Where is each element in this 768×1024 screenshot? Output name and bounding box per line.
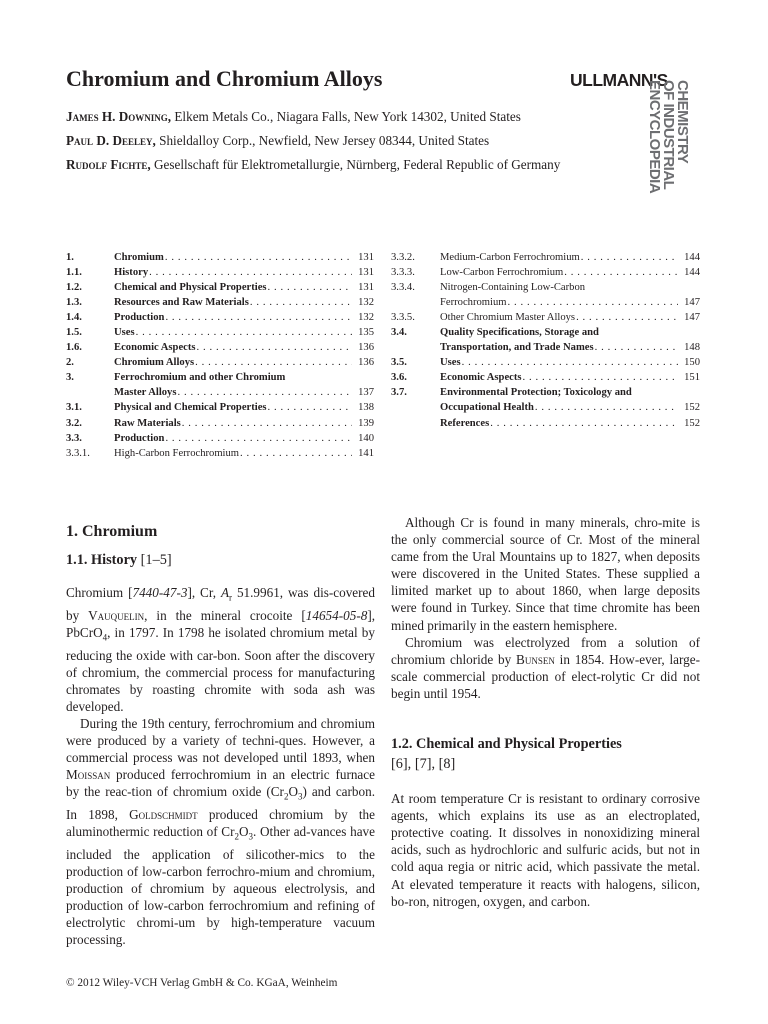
toc-entry-title: Nitrogen-Containing Low-Carbon	[440, 282, 586, 294]
toc-leader-dots	[181, 416, 352, 431]
toc-entry-number	[66, 385, 114, 400]
toc-entry-number: 3.6.	[391, 372, 407, 384]
toc-entry[interactable]	[391, 355, 700, 370]
logo-line-1: ENCYCLOPEDIA	[646, 80, 663, 194]
toc-leader-dots	[267, 400, 352, 415]
paragraph: At room temperature Cr is resistant to ordinary corrosive agents, which explains its use as an electroplated, protective coating. It dissolves in nonoxidizing mineral acids, such as hydrochloric and sulfuric acids, but not in cold aqua regia or nitric acid, which passivate the metal. At elevated temperature it reacts with halogens, silicon, bo-ron, nitrogen, oxygen, and carbon.	[391, 791, 700, 909]
paragraph: During the 19th century, ferrochromium and chromium were produced by a variety of techni-ques. However, a commercial process was not developed until 1893, when Moissan produced ferrochromium in an electric furnace by the reac-tion of chromium oxide $(Cr_2O_3)$ and carbon. In 1898, Goldschmidt produced chromium by the aluminothermic reduction of $Cr_2O_3$. Other ad-vances have included the application of silicother-mics to the production of low-carbon ferrochro-mium and chromium, production of chromium by aqueous electrolysis, and production of low-carbon ferrochromium and refining of electrolytic chromi-um by high-temperature vacuum processing.	[66, 715, 375, 948]
toc-entry-number: 3.3.	[66, 432, 82, 444]
toc-entry-title: Chromium	[114, 252, 164, 263]
author-2: Paul D. Deeley, Shieldalloy Corp., Newfield, New Jersey 08344, United States	[66, 133, 490, 148]
toc-entry[interactable]	[391, 340, 700, 355]
toc-entry-page: 131	[358, 282, 374, 294]
toc-entry[interactable]	[66, 265, 374, 280]
toc-entry-page: 147	[684, 297, 700, 309]
toc-leader-dots	[249, 295, 352, 310]
toc-entry-title: Uses	[114, 327, 135, 339]
toc-entry[interactable]	[391, 280, 700, 295]
toc-entry-title: Quality Specifications, Storage and	[440, 327, 599, 339]
column-left	[66, 512, 375, 948]
logo-line-2: OF INDUSTRIAL	[660, 80, 677, 190]
toc-entry-title: Ferrochromium and other Chromium	[114, 372, 286, 384]
logo-brand: ULLMANN'S	[570, 70, 668, 90]
toc-leader-dots	[563, 265, 678, 280]
toc-entry-number: 3.5.	[391, 357, 407, 369]
toc-entry-title: References	[440, 417, 490, 429]
toc-leader-dots	[594, 340, 678, 355]
toc-leader-dots	[580, 250, 678, 265]
toc-entry-number: 1.2.	[66, 282, 82, 294]
toc-leader-dots	[575, 310, 678, 325]
toc-entry[interactable]	[66, 431, 374, 446]
toc-entry[interactable]	[66, 295, 374, 310]
toc-entry-title: Occupational Health	[440, 402, 534, 414]
toc-entry-page: 132	[358, 297, 374, 309]
toc-entry-title: Other Chromium Master Alloys	[440, 312, 576, 324]
copyright-footer: © 2012 Wiley-VCH Verlag GmbH & Co. KGaA, Weinheim	[66, 977, 338, 989]
toc-entry-page: 152	[684, 417, 700, 429]
toc-entry-page: 131	[358, 267, 374, 279]
toc-leader-dots	[194, 355, 352, 370]
toc-leader-dots	[239, 446, 352, 461]
toc-entry-number: 3.7.	[391, 387, 407, 399]
toc-entry-title: Low-Carbon Ferrochromium	[440, 267, 564, 279]
toc-right	[391, 250, 700, 431]
toc-entry-page: 135	[358, 327, 374, 339]
page-title: Chromium and Chromium Alloys	[66, 66, 383, 91]
author-1: James H. Downing, Elkem Metals Co., Niagara Falls, New York 14302, United States	[66, 109, 521, 124]
toc-entry-page: 136	[358, 342, 374, 354]
toc-entry-number	[391, 340, 440, 355]
toc-entry[interactable]	[66, 385, 374, 400]
toc-entry-title: Resources and Raw Materials	[114, 297, 249, 309]
toc-entry-title: Production	[114, 432, 165, 444]
toc-leader-dots	[196, 340, 352, 355]
toc-entry-title: Economic Aspects	[114, 342, 196, 354]
toc-entry-title: Transportation, and Trade Names	[440, 342, 594, 354]
logo-line-3: CHEMISTRY	[674, 80, 691, 164]
toc-entry[interactable]	[66, 370, 374, 385]
toc-leader-dots	[489, 416, 678, 431]
ullmanns-logo	[570, 70, 690, 202]
toc-leader-dots	[507, 295, 679, 310]
toc-entry-page: 151	[684, 372, 700, 384]
paragraph: Chromium [7440-47-3], Cr, $A_r$ 51.9961, was dis-covered by Vauquelin, in the mineral crocoite [14654-05-8], PbCrO$_4$, in 1797. In 1798 he isolated chromium metal by reducing the oxide with car-bon. Soon after the discovery of chromium, the commercial process for manufacturing chromates by roasting chromite with soda ash was developed.	[66, 585, 376, 714]
toc-leader-dots	[164, 310, 352, 325]
toc-entry-number: 3.3.1.	[66, 447, 90, 459]
paragraph: Although Cr is found in many minerals, chro-mite is the only commercial source of Cr. Most of the mineral came from the Ural Mountains up to 1827, when deposits were discovered in the United States. These supplied a limited market up to about 1860, when large deposits were found in Turkey. Since that time chromite has been mined primarily in the eastern hemisphere.	[391, 515, 700, 633]
toc-entry-page: 150	[684, 357, 700, 369]
toc-entry-page: 131	[358, 252, 374, 263]
toc-leader-dots	[522, 370, 678, 385]
toc-entry-title: High-Carbon Ferrochromium	[114, 447, 240, 459]
toc-entry[interactable]	[391, 416, 700, 431]
toc-entry-page: 136	[358, 357, 374, 369]
toc-entry-page: 137	[358, 387, 374, 399]
toc-entry-number: 1.	[66, 252, 74, 263]
toc-entry-number: 1.3.	[66, 297, 82, 309]
toc-entry[interactable]	[391, 265, 700, 280]
toc-entry-number: 1.6.	[66, 342, 82, 354]
toc-entry-page: 147	[684, 312, 700, 324]
toc-leader-dots	[176, 385, 352, 400]
toc-entry-number: 3.	[66, 372, 74, 384]
toc-entry-number	[391, 400, 440, 415]
paragraph: Chromium was electrolyzed from a solution of chromium chloride by Bunsen in 1854. How-ever, large-scale commercial production of elect-rolytic Cr did not begin until 1954.	[391, 634, 700, 701]
toc-entry[interactable]	[391, 295, 700, 310]
toc-leader-dots	[164, 250, 352, 265]
toc-entry-title: Uses	[440, 357, 461, 369]
toc-entry-number: 3.1.	[66, 402, 82, 414]
toc-entry[interactable]	[391, 385, 700, 400]
toc-entry-number: 3.2.	[66, 417, 82, 429]
toc-entry-page: 152	[684, 402, 700, 414]
toc-entry-page: 144	[684, 252, 700, 263]
toc-leader-dots	[148, 265, 352, 280]
column-right	[391, 514, 700, 910]
toc-entry-number: 1.1.	[66, 267, 82, 279]
toc-entry-title: Environmental Protection; Toxicology and	[440, 387, 632, 399]
toc-leader-dots	[164, 431, 352, 446]
toc-entry-title: Medium-Carbon Ferrochromium	[440, 252, 580, 263]
toc-entry-title: Chromium Alloys	[114, 357, 195, 369]
toc-entry-number	[391, 295, 440, 310]
toc-entry-number: 3.3.5.	[391, 312, 415, 324]
toc-entry[interactable]	[66, 280, 374, 295]
toc-leader-dots	[267, 280, 352, 295]
toc-entry-page: 132	[358, 312, 374, 324]
toc-entry-page: 139	[358, 417, 374, 429]
toc-entry[interactable]	[391, 250, 700, 265]
toc-entry-title: History	[114, 267, 149, 279]
toc-entry[interactable]	[66, 416, 374, 431]
toc-entry-page: 148	[684, 342, 700, 354]
author-3: Rudolf Fichte, Gesellschaft für Elektrometallurgie, Nürnberg, Federal Republic of Germany	[66, 157, 561, 172]
toc-entry[interactable]	[66, 446, 374, 461]
toc-leader-dots	[534, 400, 678, 415]
toc-entry[interactable]	[391, 370, 700, 385]
toc-entry[interactable]	[66, 325, 374, 340]
subsection-heading: 1.2. Chemical and Physical Properties [6], [7], [8]	[391, 736, 622, 773]
subsection-heading: 1.1. History [1–5]	[66, 552, 172, 568]
section-heading: 1. Chromium	[66, 523, 158, 540]
toc-entry-title: Ferrochromium	[440, 297, 507, 309]
toc-entry-page: 140	[358, 432, 374, 444]
toc-entry[interactable]	[66, 340, 374, 355]
toc-leader-dots	[135, 325, 352, 340]
toc-entry-number: 1.5.	[66, 327, 82, 339]
toc-leader-dots	[461, 355, 678, 370]
toc-entry-page: 144	[684, 267, 700, 279]
toc-entry-title: Production	[114, 312, 165, 324]
toc-entry-title: Raw Materials	[114, 417, 181, 429]
toc-left	[66, 250, 374, 461]
toc-entry[interactable]	[391, 325, 700, 340]
toc-entry[interactable]	[66, 355, 374, 370]
toc-entry-title: Physical and Chemical Properties	[114, 402, 267, 414]
toc-entry-page: 138	[358, 402, 374, 414]
toc-entry-title: Economic Aspects	[440, 372, 522, 384]
toc-entry-number: 1.4.	[66, 312, 82, 324]
toc-entry[interactable]	[391, 310, 700, 325]
toc-entry[interactable]	[66, 310, 374, 325]
toc-entry-number: 3.3.3.	[391, 267, 415, 279]
toc-entry-title: Chemical and Physical Properties	[114, 282, 267, 294]
toc-entry-number: 3.3.4.	[391, 282, 415, 294]
toc-entry-number: 3.3.2.	[391, 252, 415, 263]
toc-entry[interactable]	[391, 400, 700, 415]
toc-entry[interactable]	[66, 250, 374, 265]
toc-entry-number: 3.4.	[391, 327, 407, 339]
toc-entry-number: 2.	[66, 357, 74, 369]
toc-entry-page: 141	[358, 447, 374, 459]
toc-entry-title: Master Alloys	[114, 387, 177, 399]
toc-entry[interactable]	[66, 400, 374, 415]
toc-entry-number	[391, 416, 440, 431]
